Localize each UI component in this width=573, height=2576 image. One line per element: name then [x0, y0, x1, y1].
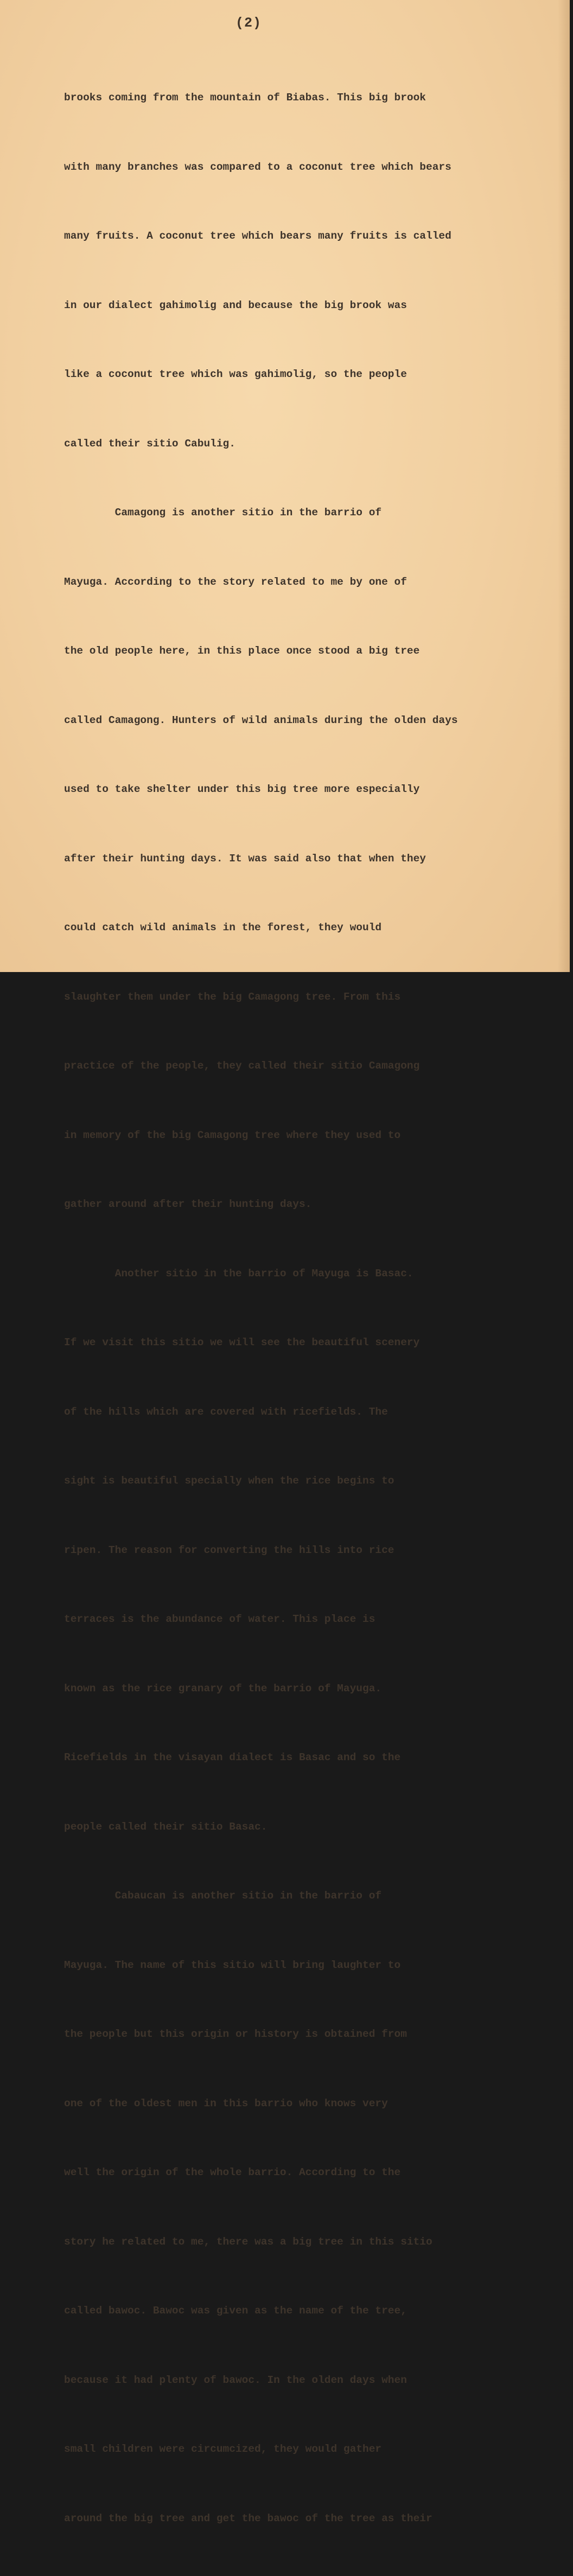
text-line: Camagong is another sitio in the barrio of — [64, 507, 382, 519]
text-line: called bawoc. Bawoc was given as the name of the tree, — [64, 2305, 407, 2317]
text-line: Cabaucan is another sitio in the barrio of — [64, 1890, 382, 1902]
text-line: brooks coming from the mountain of Biabas. This big brook — [64, 92, 426, 104]
text-line: with many branches was compared to a coconut tree which bears — [64, 161, 451, 173]
page-edge-shadow — [558, 0, 570, 972]
text-line: slaughter them under the big Camagong tree. From this — [64, 990, 401, 1003]
typewritten-body — [64, 40, 552, 2576]
text-line: Mayuga. According to the story related to me by one of — [64, 576, 407, 588]
text-line: known as the rice granary of the barrio of Mayuga. — [64, 1682, 382, 1695]
text-line: people called their sitio Basac. — [64, 1820, 268, 1833]
text-line: Mayuga. The name of this sitio will bring laughter to — [64, 1959, 401, 1971]
text-line: sight is beautiful specially when the rice begins to — [64, 1475, 394, 1487]
text-line: the old people here, in this place once stood a big tree — [64, 645, 420, 657]
text-line: called their sitio Cabulig. — [64, 437, 235, 450]
text-line: small children were circumcized, they would gather — [64, 2443, 382, 2455]
text-line: in memory of the big Camagong tree where they used to — [64, 1129, 401, 1141]
text-line: terraces is the abundance of water. This place is — [64, 1613, 375, 1625]
text-line: called Camagong. Hunters of wild animals during the olden days — [64, 714, 458, 726]
text-line: used to take shelter under this big tree more especially — [64, 783, 420, 795]
text-line: story he related to me, there was a big tree in this sitio — [64, 2235, 432, 2248]
text-line: well the origin of the whole barrio. According to the — [64, 2166, 401, 2178]
text-line: the people but this origin or history is obtained from — [64, 2028, 407, 2040]
text-line: because it had plenty of bawoc. In the olden days when — [64, 2374, 407, 2386]
text-line: many fruits. A coconut tree which bears many fruits is called — [64, 230, 451, 242]
text-line: after their hunting days. It was said also that when they — [64, 852, 426, 865]
text-line: could catch wild animals in the forest, they would — [64, 922, 382, 934]
text-line: Ricefields in the visayan dialect is Basac and so the — [64, 1752, 401, 1763]
text-line: gather around after their hunting days. — [64, 1198, 312, 1210]
scan-bottom-border — [0, 972, 573, 976]
text-line: in our dialect gahimolig and because the big brook was — [64, 299, 407, 311]
page-number: (2) — [235, 15, 262, 31]
text-line: ripen. The reason for converting the hills into rice — [64, 1544, 394, 1556]
text-line: around the big tree and get the bawoc of the tree as their — [64, 2512, 432, 2524]
text-line: practice of the people, they called their sitio Camagong — [64, 1060, 420, 1072]
text-line: like a coconut tree which was gahimolig, so the people — [64, 368, 407, 380]
text-line: one of the oldest men in this barrio who knows very — [64, 2097, 388, 2110]
text-line: If we visit this sitio we will see the beautiful scenery — [64, 1337, 420, 1348]
text-line: of the hills which are covered with ricefields. The — [64, 1405, 388, 1418]
text-line: Another sitio in the barrio of Mayuga is Basac. — [64, 1267, 413, 1280]
